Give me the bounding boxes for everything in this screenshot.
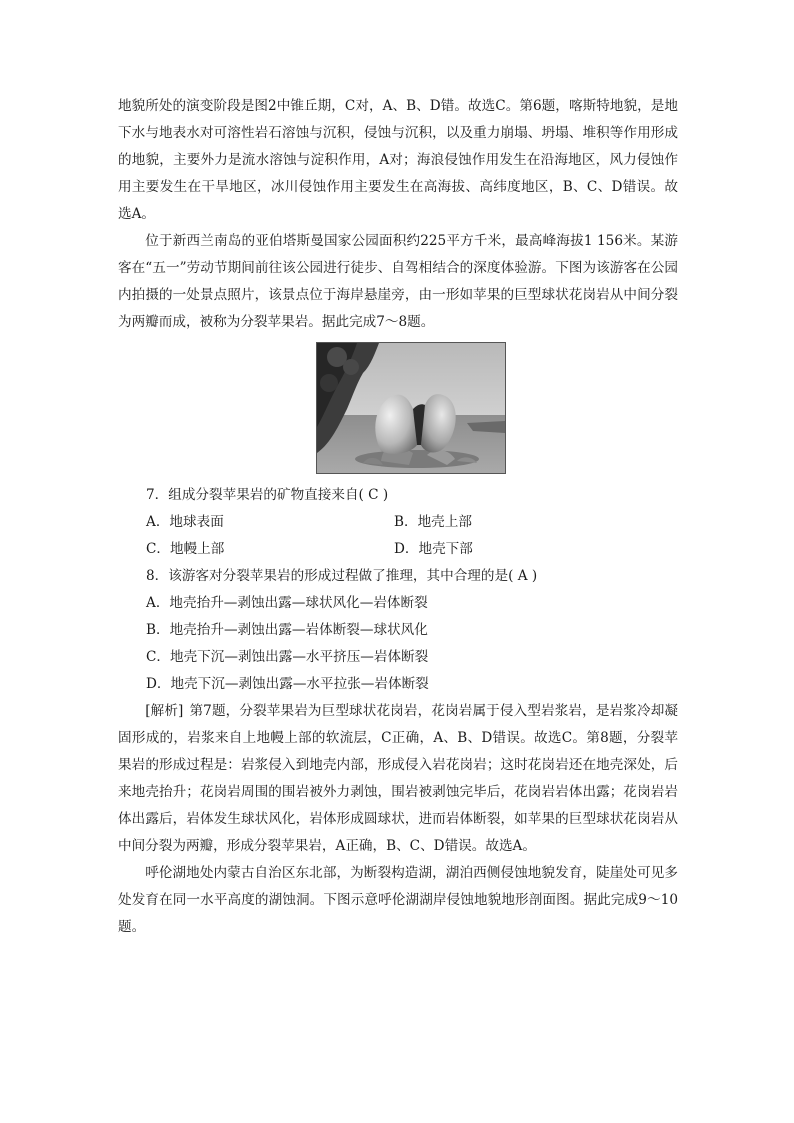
question-7-options-row-2 bbox=[118, 536, 678, 563]
question-7-option-c: C．地幔上部 bbox=[146, 541, 225, 557]
question-7-stem: 7．组成分裂苹果岩的矿物直接来自( C ) bbox=[146, 487, 389, 503]
analysis-paragraph bbox=[118, 698, 678, 860]
question-7-options-row-1 bbox=[118, 509, 678, 536]
question-8-option-b: B．地壳抬升—剥蚀出露—岩体断裂—球状风化 bbox=[146, 622, 428, 638]
question-8-option-c: C．地壳下沉—剥蚀出露—水平挤压—岩体断裂 bbox=[146, 649, 429, 665]
paragraph-next-question-intro: 呼伦湖地处内蒙古自治区东北部，为断裂构造湖，湖泊西侧侵蚀地貌发育，陡崖处可见多处发育在同一水平高度的湖蚀洞。下图示意呼伦湖湖岸侵蚀地貌地形剖面图。据此完成9～10题。 bbox=[118, 865, 678, 935]
question-7-option-a: A．地球表面 bbox=[146, 514, 224, 530]
figure-container bbox=[118, 342, 678, 474]
paragraph-question-intro: 位于新西兰南岛的亚伯塔斯曼国家公园面积约225平方千米，最高峰海拔1 156米。某游客在“五一”劳动节期间前往该公园进行徒步、自驾相结合的深度体验游。下图为该游客在公园内拍摄的一处景点照片，该景点位于海岸悬崖旁，由一形如苹果的巨型球状花岗岩从中间分裂为两瓣而成，被称为分裂苹果岩。据此完成7～8题。 bbox=[118, 233, 678, 330]
split-apple-rock-illustration bbox=[317, 343, 505, 473]
question-8-stem: 8．该游客对分裂苹果岩的形成过程做了推理，其中合理的是( A ) bbox=[146, 568, 538, 584]
question-7-option-b: B．地壳上部 bbox=[394, 514, 472, 530]
split-apple-rock-photo bbox=[316, 342, 506, 474]
paragraph-answer-continuation: 地貌所处的演变阶段是图2中锥丘期，C对，A、B、D错。故选C。第6题，喀斯特地貌，是地下水与地表水对可溶性岩石溶蚀与沉积，侵蚀与沉积，以及重力崩塌、坍塌、堆积等作用形成的地貌，主要外力是流水溶蚀与淀积作用，A对；海浪侵蚀作用发生在沿海地区，风力侵蚀作用主要发生在干旱地区，冰川侵蚀作用主要发生在高海拔、高纬度地区，B、C、D错误。故选A。 bbox=[118, 98, 678, 222]
question-8-option-a: A．地壳抬升—剥蚀出露—球状风化—岩体断裂 bbox=[146, 595, 428, 611]
analysis-tag: [解析] bbox=[145, 703, 184, 719]
document-page bbox=[118, 93, 678, 941]
question-7-option-d: D．地壳下部 bbox=[394, 541, 473, 557]
question-8-option-d: D．地壳下沉—剥蚀出露—水平拉张—岩体断裂 bbox=[146, 676, 429, 692]
analysis-text: 第7题，分裂苹果岩为巨型球状花岗岩，花岗岩属于侵入型岩浆岩，是岩浆冷却凝固形成的，岩浆来自上地幔上部的软流层，C正确，A、B、D错误。故选C。第8题，分裂苹果岩的形成过程是：岩浆侵入到地壳内部，形成侵入岩花岗岩；这时花岗岩还在地壳深处，后来地壳抬升；花岗岩周围的围岩被外力剥蚀，围岩被剥蚀完毕后，花岗岩岩体出露；花岗岩岩体出露后，岩体发生球状风化，岩体形成圆球状，进而岩体断裂，如苹果的巨型球状花岗岩从中间分裂为两瓣，形成分裂苹果岩，A正确，B、C、D错误。故选A。 bbox=[118, 703, 678, 854]
